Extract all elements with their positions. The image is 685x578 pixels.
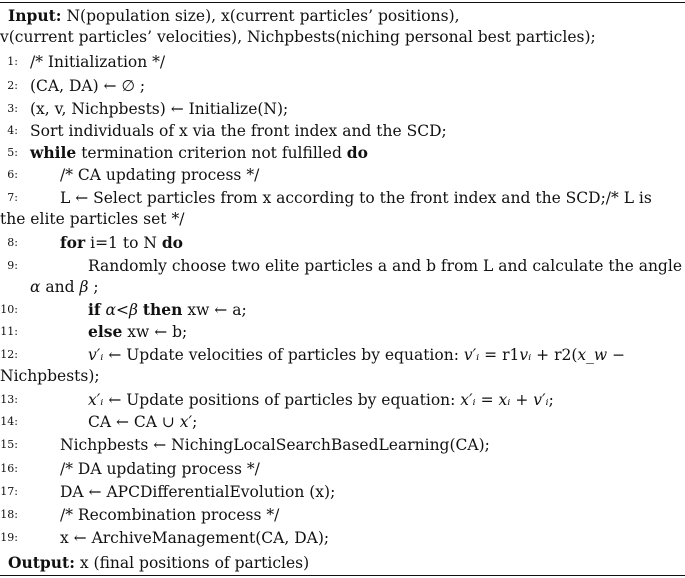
line-text: < [115, 301, 129, 319]
algorithm-line [30, 76, 145, 96]
line-text: x ← ArchiveManagement(CA, DA); [60, 529, 330, 547]
line-text: DA ← APCDifferentialEvolution (x); [60, 483, 336, 501]
math-symbol: x′ᵢ [460, 391, 476, 409]
algorithm-line [60, 233, 183, 253]
line-text: Nichpbests ← NichingLocalSearchBasedLearning(CA); [60, 436, 490, 454]
top-rule [0, 2, 685, 3]
line-number: 8: [7, 236, 18, 249]
line-text: termination criterion not fulfilled [76, 144, 347, 162]
line-number: 12: [0, 348, 18, 361]
keyword: then [142, 300, 183, 319]
line-text: = [475, 391, 499, 409]
input-label: Input: [8, 6, 62, 25]
line-text: xw ← a; [182, 301, 247, 319]
line-number: 15: [0, 438, 18, 451]
line-number: 2: [7, 79, 18, 92]
line-number: 19: [0, 531, 18, 544]
line-number: 1: [7, 55, 18, 68]
line-number: 13: [0, 393, 18, 406]
algorithm-line [30, 121, 447, 141]
line-number: 4: [7, 124, 18, 137]
line-text: = r1 [479, 346, 520, 364]
math-symbol: β [128, 301, 138, 319]
math-symbol: v′ᵢ [88, 346, 104, 364]
math-symbol: α [30, 278, 41, 296]
line-text: + r2( [531, 346, 578, 364]
line-text: Sort individuals of x via the front index and the SCD; [30, 122, 447, 140]
algorithm-line [0, 366, 100, 386]
line-number: 18: [0, 508, 18, 521]
line-text: Randomly choose two elite particles a and b from L and calculate the angle [88, 257, 682, 275]
algorithm-line [30, 277, 99, 297]
line-text: i=1 to N [85, 234, 162, 252]
algorithm-line [88, 390, 554, 410]
line-number: 11: [0, 325, 18, 338]
math-symbol: x_w [577, 346, 608, 364]
math-symbol: x′ [179, 413, 193, 431]
line-text: ← Update velocities of particles by equation: [103, 346, 464, 364]
algorithm-line [30, 52, 165, 72]
line-number: 9: [7, 259, 18, 272]
algorithm-line [30, 99, 288, 119]
line-text: /* Initialization */ [30, 53, 166, 71]
math-symbol: x′ᵢ [88, 391, 104, 409]
line-text: (x, v, Nichpbests) ← Initialize(N); [30, 100, 289, 118]
line-text: ; [192, 413, 198, 431]
algorithm-line [30, 143, 368, 163]
line-text: and [40, 278, 80, 296]
output-label: Output: [8, 553, 75, 572]
math-symbol: α [105, 301, 116, 319]
keyword: do [346, 143, 368, 162]
line-number: 6: [7, 168, 18, 181]
bottom-rule [0, 575, 685, 576]
line-number: 17: [0, 485, 18, 498]
line-text: ← Update positions of particles by equation: [103, 391, 461, 409]
algorithm-line [60, 459, 260, 479]
algorithm-line [88, 322, 187, 342]
keyword: do [161, 233, 184, 252]
algorithm-line [60, 165, 259, 185]
output-text: x (final positions of particles) [79, 554, 310, 572]
line-text: ; [548, 391, 554, 409]
line-number: 10: [0, 303, 18, 316]
line-text: xw ← b; [122, 323, 188, 341]
math-symbol: vᵢ [519, 346, 532, 364]
algorithm-line [88, 300, 247, 320]
line-text: Nichpbests); [0, 367, 100, 385]
line-text: (CA, DA) ← ∅ ; [30, 77, 146, 95]
line-text: /* Recombination process */ [60, 506, 280, 524]
algorithm-line [60, 528, 329, 548]
line-number: 14: [0, 415, 18, 428]
line-number: 5: [7, 146, 18, 159]
input-text-2: v(current particles’ velocities), Nichpbests(niching personal best particles); [0, 28, 596, 46]
algorithm-line [0, 209, 184, 229]
input-line-1 [8, 6, 460, 26]
keyword: while [30, 143, 77, 162]
line-text: /* CA updating process */ [60, 166, 260, 184]
line-number: 16: [0, 462, 18, 475]
math-symbol: xᵢ [498, 391, 511, 409]
algorithm-line [60, 188, 652, 208]
output-line [8, 553, 309, 573]
line-text: − [607, 346, 626, 364]
line-text: the elite particles set */ [0, 210, 185, 228]
line-text: + [510, 391, 534, 409]
algorithm-line [60, 505, 279, 525]
algorithm-line [88, 345, 625, 365]
math-symbol: β [79, 278, 89, 296]
math-symbol: v′ᵢ [463, 346, 480, 364]
input-text-1: N(population size), x(current particles’ positions), [66, 7, 460, 25]
algorithm-line [88, 256, 682, 276]
algorithm-line [60, 435, 490, 455]
keyword: if [88, 300, 101, 319]
keyword: for [60, 233, 86, 252]
keyword: else [88, 322, 123, 341]
line-text: /* DA updating process */ [60, 460, 260, 478]
line-text: CA ← CA ∪ [88, 413, 180, 431]
line-number: 3: [7, 102, 18, 115]
line-number: 7: [7, 191, 18, 204]
math-symbol: v′ᵢ [533, 391, 549, 409]
algorithm-line [88, 412, 197, 432]
line-text: L ← Select particles from x according to the front index and the SCD;/* L is [60, 189, 652, 207]
input-line-2 [0, 27, 596, 47]
algorithm-line [60, 482, 335, 502]
line-text: ; [88, 278, 99, 296]
